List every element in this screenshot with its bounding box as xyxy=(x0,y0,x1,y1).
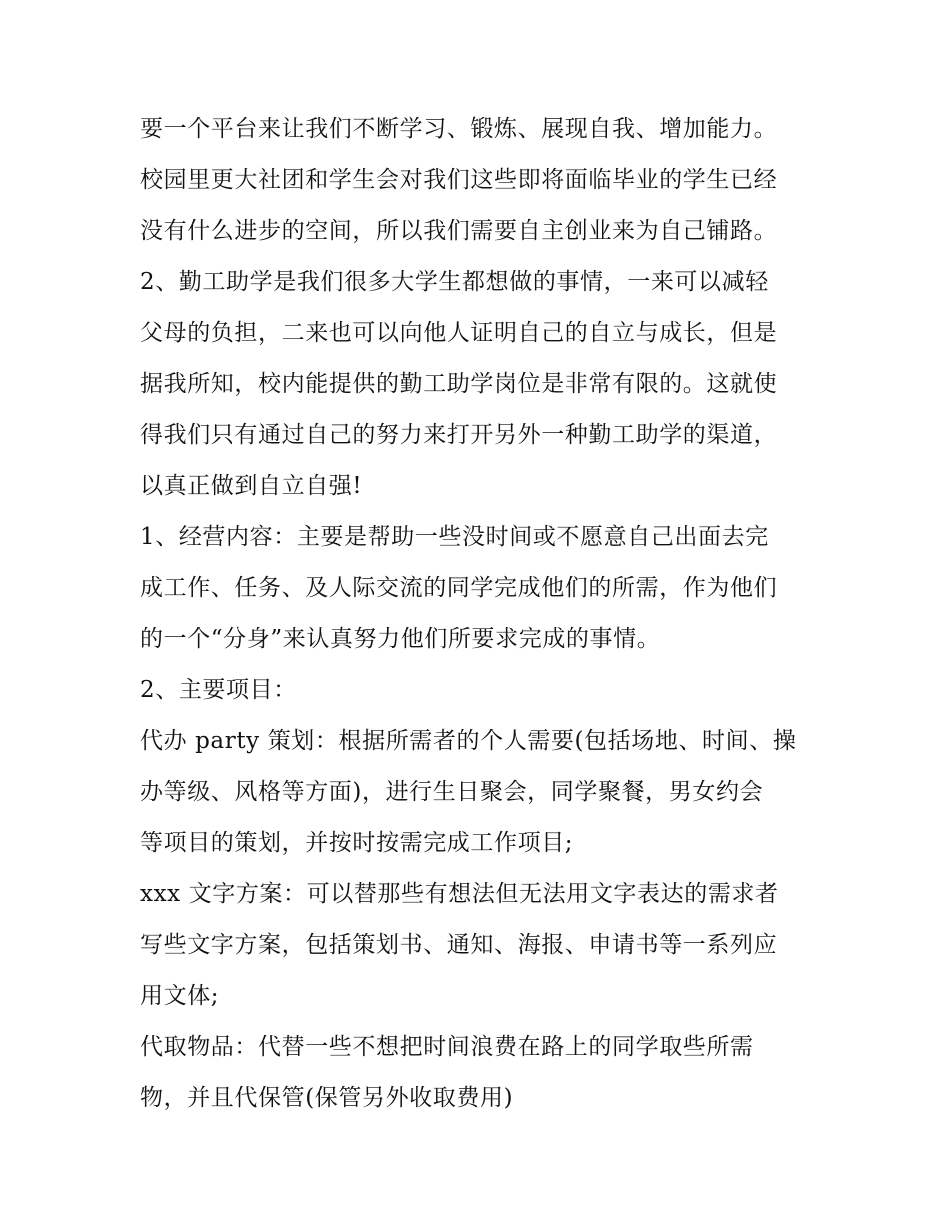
text-line: 2、主要项目： xyxy=(140,677,297,703)
text-line: 以真正做到自立自强! xyxy=(140,473,363,499)
text-line: 写些文字方案，包括策划书、通知、海报、申请书等一系列应 xyxy=(140,932,778,958)
text-line: 2、勤工助学是我们很多大学生都想做的事情，一来可以减轻 xyxy=(140,269,769,295)
text-line: 的一个“分身”来认真努力他们所要求完成的事情。 xyxy=(140,626,661,652)
text-line: 据我所知，校内能提供的勤工助学岗位是非常有限的。这就使 xyxy=(140,371,778,397)
text-line: 用文体; xyxy=(140,983,220,1009)
text-line: 代取物品：代替一些不想把时间浪费在路上的同学取些所需 xyxy=(140,1034,754,1060)
text-line: 等项目的策划，并按时按需完成工作项目; xyxy=(140,830,574,856)
text-line: 要一个平台来让我们不断学习、锻炼、展现自我、增加能力。 xyxy=(140,116,778,142)
text-line: 父母的负担，二来也可以向他人证明自己的自立与成长，但是 xyxy=(140,320,778,346)
text-line: 代办 party 策划：根据所需者的个人需要(包括场地、时间、操 xyxy=(140,728,797,754)
text-line: xxx 文字方案：可以替那些有想法但无法用文字表达的需求者 xyxy=(140,881,779,907)
text-line: 办等级、风格等方面)，进行生日聚会，同学聚餐，男女约会 xyxy=(140,779,764,805)
text-line: 得我们只有通过自己的努力来打开另外一种勤工助学的渠道， xyxy=(140,422,778,448)
text-line: 物，并且代保管(保管另外收取费用) xyxy=(140,1085,514,1111)
text-line: 校园里更大社团和学生会对我们这些即将面临毕业的学生已经 xyxy=(140,167,778,193)
text-line: 没有什么进步的空间，所以我们需要自主创业来为自己铺路。 xyxy=(140,218,778,244)
text-line: 成工作、任务、及人际交流的同学完成他们的所需，作为他们 xyxy=(140,575,778,601)
document-body xyxy=(140,104,820,1124)
text-line: 1、经营内容：主要是帮助一些没时间或不愿意自己出面去完 xyxy=(140,524,769,550)
